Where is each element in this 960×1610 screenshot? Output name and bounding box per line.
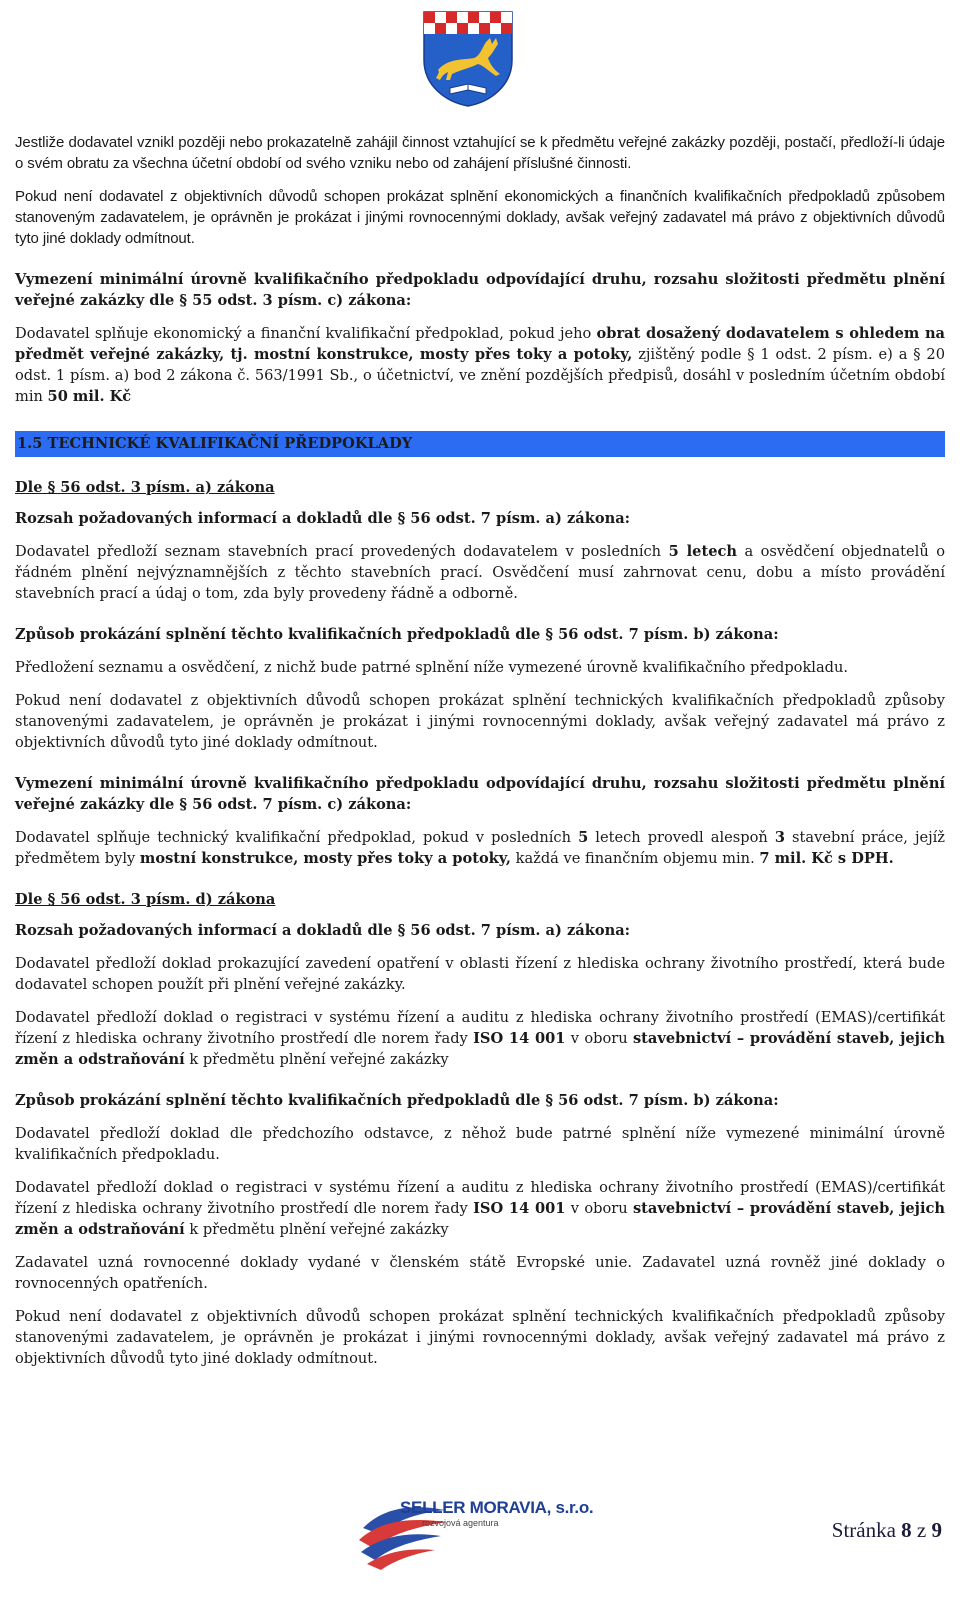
section-heading: Rozsah požadovaných informací a dokladů dle § 56 odst. 7 písm. a) zákona:	[15, 922, 631, 939]
paragraph: Dodavatel splňuje ekonomický a finanční kvalifikační předpoklad, pokud jeho obrat dosažený dodavatelem s ohledem na předmět veřejné zakázky, tj. mostní konstrukce, mosty přes toky a potoky, zjištěný podle § 1 odst. 2 písm. e) a § 20 odst. 1 písm. a) bod 2 zákona č. 563/1991 Sb., o účetnictví, ve znění pozdějších předpisů, dosáhl v posledním účetním období min 50 mil. Kč	[15, 325, 946, 405]
section-heading: Způsob prokázání splnění těchto kvalifikačních předpokladů dle § 56 odst. 7 písm. b) zákona:	[15, 626, 779, 643]
paragraph: Dodavatel předloží doklad o registraci v systému řízení a auditu z hlediska ochrany životního prostředí (EMAS)/certifikát řízení z hlediska ochrany životního prostředí dle norem řady ISO 14 001 v oboru stavebnictví – provádění staveb, jejich změn a odstraňování k předmětu plnění veřejné zakázky	[15, 1009, 945, 1068]
paragraph: Zadavatel uzná rovnocenné doklady vydané v členském státě Evropské unie. Zadavatel uzná rovněž jiné doklady o rovnocenných opatřeních.	[15, 1254, 945, 1292]
paragraph: Pokud není dodavatel z objektivních důvodů schopen prokázat splnění technických kvalifikačních předpokladů způsoby stanovenými zadavatelem, je oprávněn je prokázat i jinými rovnocennými doklady, avšak veřejný zadavatel má právo z objektivních důvodů tyto jiné doklady odmítnout.	[15, 1308, 945, 1367]
logo-company-name: SELLER MORAVIA, s.r.o.	[400, 1498, 594, 1517]
paragraph: Dodavatel předloží seznam stavebních prací provedených dodavatelem v posledních 5 letech a osvědčení objednatelů o řádném plnění nejvýznamnějších z těchto stavebních prací. Osvědčení musí zahrnovat cenu, dobu a místo provádění stavebních prací a údaj o tom, zda byly provedeny řádně a odborně.	[15, 543, 946, 602]
page-label: Stránka	[831, 1518, 896, 1542]
page-number	[832, 1518, 942, 1543]
document-body	[15, 132, 945, 1369]
paragraph: Pokud není dodavatel z objektivních důvodů schopen prokázat splnění ekonomických a finančních kvalifikačních předpokladů způsobem stanoveným zadavatelem, je oprávněn je prokázat i jinými rovnocennými doklady, avšak veřejný zadavatel má právo z objektivních důvodů tyto jiné doklady odmítnout.	[15, 188, 945, 247]
section-heading: Vymezení minimální úrovně kvalifikačního předpokladu odpovídající druhu, rozsahu složitosti předmětu plnění veřejné zakázky dle § 56 odst. 7 písm. c) zákona:	[15, 775, 945, 813]
subsection-title: Dle § 56 odst. 3 písm. d) zákona	[15, 891, 276, 908]
section-heading: Vymezení minimální úrovně kvalifikačního předpokladu odpovídající druhu, rozsahu složitosti předmětu plnění veřejné zakázky dle § 55 odst. 3 písm. c) zákona:	[15, 271, 945, 309]
paragraph: Pokud není dodavatel z objektivních důvodů schopen prokázat splnění technických kvalifikačních předpokladů způsoby stanovenými zadavatelem, je oprávněn je prokázat i jinými rovnocennými doklady, avšak veřejný zadavatel má právo z objektivních důvodů tyto jiné doklady odmítnout.	[15, 692, 945, 751]
paragraph: Dodavatel splňuje technický kvalifikační předpoklad, pokud v posledních 5 letech provedl alespoň 3 stavební práce, jejíž předmětem byly mostní konstrukce, mosty přes toky a potoky, každá ve finančním objemu min. 7 mil. Kč s DPH.	[15, 829, 945, 867]
paragraph: Dodavatel předloží doklad o registraci v systému řízení a auditu z hlediska ochrany životního prostředí (EMAS)/certifikát řízení z hlediska ochrany životního prostředí dle norem řady ISO 14 001 v oboru stavebnictví – provádění staveb, jejich změn a odstraňování k předmětu plnění veřejné zakázky	[15, 1179, 945, 1238]
paragraph: Předložení seznamu a osvědčení, z nichž bude patrné splnění níže vymezené úrovně kvalifikačního předpokladu.	[15, 659, 849, 676]
paragraph: Dodavatel předloží doklad prokazující zavedení opatření v oblasti řízení z hlediska ochrany životního prostředí, která bude dodavatel schopen použít při plnění veřejné zakázky.	[15, 955, 945, 993]
page-of: z	[916, 1518, 927, 1542]
current-page: 8	[901, 1518, 912, 1542]
municipal-coat-of-arms	[420, 8, 516, 108]
section-heading: Rozsah požadovaných informací a dokladů dle § 56 odst. 7 písm. a) zákona:	[15, 510, 631, 527]
paragraph: Jestliže dodavatel vznikl později nebo prokazatelně zahájil činnost vztahující se k předmětu veřejné zakázky později, postačí, předloží-li údaje o svém obratu za všechna účetní období od svého vzniku nebo od zahájení příslušné činnosti.	[15, 134, 945, 172]
subsection-title: Dle § 56 odst. 3 písm. a) zákona	[15, 479, 275, 496]
total-pages: 9	[931, 1518, 942, 1542]
logo-tagline: rozvojová agentura	[422, 1518, 499, 1528]
section-banner: 1.5 TECHNICKÉ KVALIFIKAČNÍ PŘEDPOKLADY	[15, 431, 945, 457]
paragraph: Dodavatel předloží doklad dle předchozího odstavce, z něhož bude patrné splnění níže vymezené minimální úrovně kvalifikačních předpokladu.	[15, 1125, 945, 1163]
section-heading: Způsob prokázání splnění těchto kvalifikačních předpokladů dle § 56 odst. 7 písm. b) zákona:	[15, 1092, 779, 1109]
footer-logo-text	[400, 1498, 610, 1528]
